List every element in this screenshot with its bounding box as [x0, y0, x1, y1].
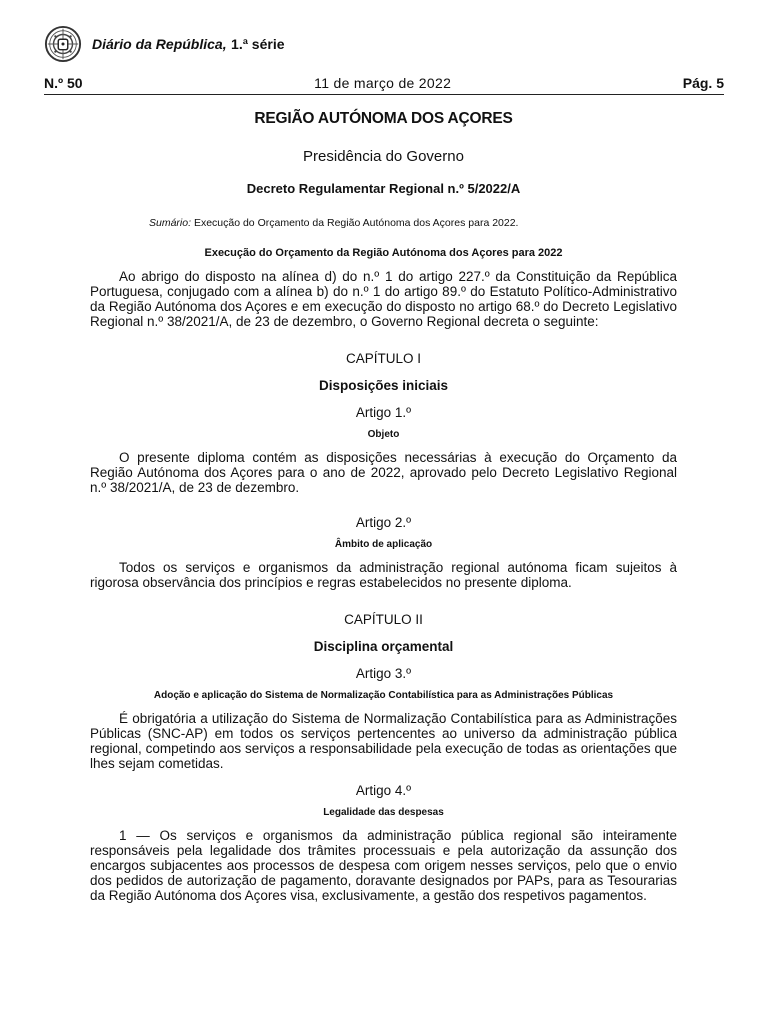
article-4-title: Legalidade das despesas	[323, 807, 444, 818]
publication-name: Diário da República,	[92, 36, 227, 52]
article-3-title: Adoção e aplicação do Sistema de Normalização Contabilística para as Administrações Públicas	[153, 690, 614, 701]
publication-series: 1.ª série	[231, 36, 285, 52]
article-4-label: Artigo 4.º	[355, 783, 412, 798]
page-number: Pág. 5	[682, 75, 724, 91]
decree-heading: Execução do Orçamento da Região Autónoma dos Açores para 2022	[204, 247, 563, 259]
article-1-text: O presente diploma contém as disposições necessárias à execução do Orçamento da Região Autónoma dos Açores para o ano de 2022, aprovado pelo Decreto Legislativo Regional n.º 38/2021/A, de 23 de dezembro.	[90, 450, 677, 495]
coat-of-arms-icon	[44, 25, 82, 63]
masthead	[44, 24, 285, 64]
summary-text: Execução do Orçamento da Região Autónoma dos Açores para 2022.	[193, 217, 519, 229]
issue-number: N.º 50	[44, 75, 83, 91]
issue-date: 11 de março de 2022	[314, 75, 452, 91]
preamble-paragraph: Ao abrigo do disposto na alínea d) do n.º 1 do artigo 227.º da Constituição da República Portuguesa, conjugado com a alínea b) do n.º 1 do artigo 89.º do Estatuto Político-Administrativo da Região Autónoma dos Açores e em execução do disposto no artigo 68.º do Decreto Legislativo Regional n.º 38/2021/A, de 23 de dezembro, o Governo Regional decreta o seguinte:	[90, 269, 677, 329]
article-2-text: Todos os serviços e organismos da administração regional autónoma ficam sujeitos à rigorosa observância dos princípios e regras estabelecidos no presente diploma.	[90, 560, 677, 590]
chapter-1-label: CAPÍTULO I	[345, 351, 421, 366]
article-3-text: É obrigatória a utilização do Sistema de Normalização Contabilística para as Administrações Públicas (SNC-AP) em todos os serviços pertencentes ao universo da administração pública regional, competindo aos serviços a responsabilidade pela execução de todas as orientações que lhes sejam cometidas.	[90, 711, 677, 771]
chapter-2-title: Disciplina orçamental	[313, 639, 454, 654]
running-header	[44, 72, 724, 95]
article-2-label: Artigo 2.º	[355, 515, 412, 530]
decree-title: Decreto Regulamentar Regional n.º 5/2022/A	[246, 181, 521, 196]
issuing-body: Presidência do Governo	[303, 148, 464, 165]
article-2-title: Âmbito de aplicação	[334, 539, 433, 550]
article-3-label: Artigo 3.º	[355, 666, 412, 681]
article-1-title: Objeto	[367, 429, 400, 440]
document-body	[90, 104, 677, 903]
article-4-text: 1 — Os serviços e organismos da administração pública regional são inteiramente responsáveis pela legalidade dos trâmites processuais e pela autorização da assunção dos encargos subjacentes aos processos de despesa com origem nesses serviços, pelo que o envio dos pedidos de autorização de pagamento, doravante designados por PAPs, para as Tesourarias da Região Autónoma dos Açores visa, exclusivamente, a gestão dos respetivos pagamentos.	[90, 828, 677, 903]
article-1-label: Artigo 1.º	[355, 405, 412, 420]
region-heading: REGIÃO AUTÓNOMA DOS AÇORES	[254, 110, 513, 127]
chapter-1-title: Disposições iniciais	[318, 378, 449, 393]
summary-label: Sumário:	[149, 217, 192, 229]
chapter-2-label: CAPÍTULO II	[344, 612, 423, 627]
summary	[90, 217, 677, 229]
